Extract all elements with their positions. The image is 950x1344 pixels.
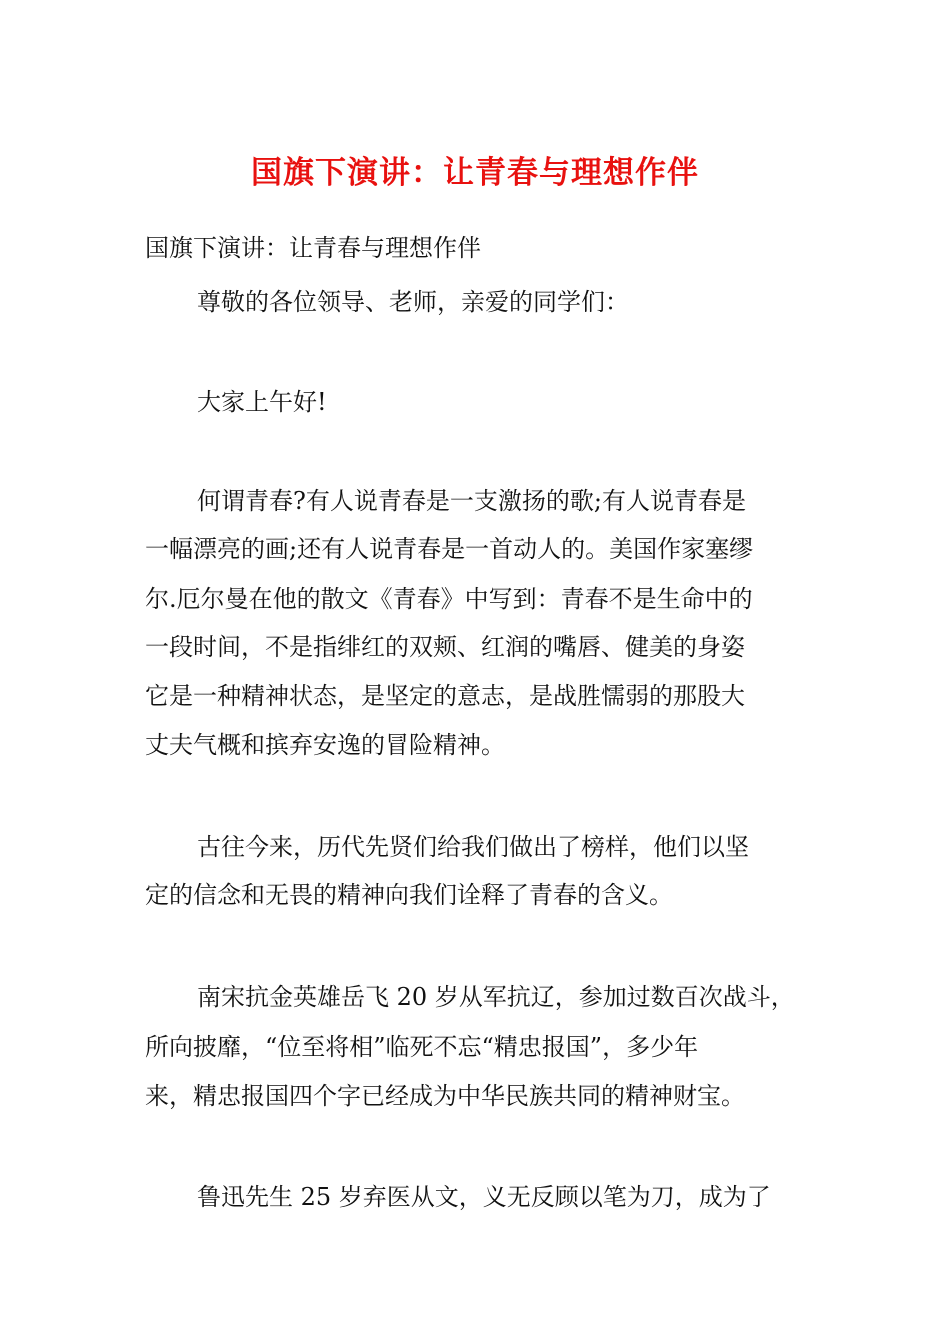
paragraph-line: 古往今来，历代先贤们给我们做出了榜样，他们以坚: [197, 833, 749, 861]
paragraph-line: 它是一种精神状态，是坚定的意志，是战胜懦弱的那股大: [145, 682, 745, 710]
paragraph-line: 一段时间，不是指绯红的双颊、红润的嘴唇、健美的身姿: [145, 633, 745, 661]
greeting-hello-line: 大家上午好!: [197, 388, 327, 416]
paragraph-line: 定的信念和无畏的精神向我们诠释了青春的含义。: [145, 881, 673, 909]
document-title: 国旗下演讲：让青春与理想作伴: [251, 154, 699, 191]
paragraph-line: 南宋抗金英雄岳飞 20 岁从军抗辽，参加过数百次战斗，: [197, 983, 795, 1011]
paragraph-line: 何谓青春?有人说青春是一支激扬的歌;有人说青春是: [197, 487, 746, 515]
paragraph-line: 一幅漂亮的画;还有人说青春是一首动人的。美国作家塞缪: [145, 535, 754, 563]
paragraph-line: 所向披靡，“位至将相”临死不忘“精忠报国”，多少年: [145, 1033, 699, 1061]
paragraph-line: 鲁迅先生 25 岁弃医从文，义无反顾以笔为刀，成为了: [197, 1183, 771, 1211]
greeting-line: 尊敬的各位领导、老师，亲爱的同学们：: [197, 288, 629, 316]
subtitle-line: 国旗下演讲：让青春与理想作伴: [145, 234, 481, 262]
paragraph-line: 尔.厄尔曼在他的散文《青春》中写到：青春不是生命中的: [145, 585, 753, 613]
paragraph-line: 丈夫气概和摈弃安逸的冒险精神。: [145, 731, 505, 759]
paragraph-line: 来，精忠报国四个字已经成为中华民族共同的精神财宝。: [145, 1082, 745, 1110]
